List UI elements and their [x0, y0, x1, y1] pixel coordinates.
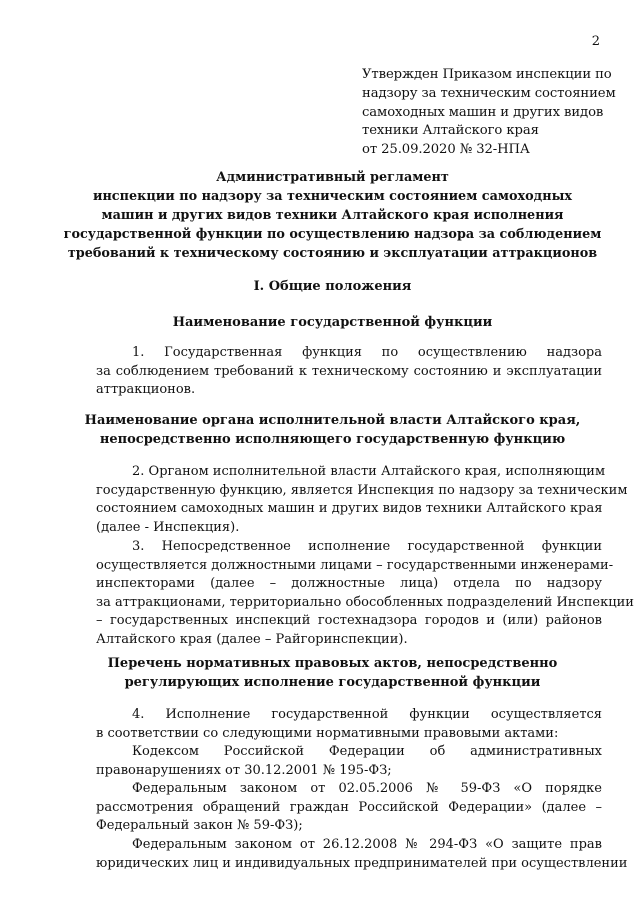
approval-line: Утвержден Приказом инспекции по — [362, 67, 612, 82]
paragraph-line: правонарушениях от 30.12.2001 № 195-ФЗ; — [96, 762, 392, 778]
paragraph-line: Федеральным законом от 26.12.2008 № 294-ФЗ «О защите прав — [132, 837, 602, 852]
paragraph-line: 3. Непосредственное исполнение государственной функции — [132, 539, 602, 554]
paragraph-59fz — [96, 780, 602, 836]
paragraph-line: – государственных инспекций гостехнадзора городов и (или) районов — [96, 613, 602, 629]
approval-line: от 25.09.2020 № 32-НПА — [362, 142, 530, 158]
subsection-heading-text: регулирующих исполнение государственной функции — [124, 675, 541, 690]
paragraph-line: Кодексом Российской Федерации об административных — [132, 744, 602, 759]
paragraph-line: 4. Исполнение государственной функции осуществляется — [132, 707, 602, 722]
subsection-heading-text: Наименование государственной функции — [172, 315, 493, 330]
paragraph-line: за соблюдением требований к техническому состоянию и эксплуатации — [96, 363, 602, 379]
subsection-heading — [60, 313, 605, 332]
paragraph-294fz — [96, 836, 628, 873]
title-line: требований к техническому состоянию и эксплуатации аттракционов — [67, 246, 598, 261]
paragraph-line: рассмотрения обращений граждан Российской Федерации» (далее – — [96, 799, 602, 815]
page-number: 2 — [591, 34, 600, 49]
section-heading-text: I. Общие положения — [253, 279, 412, 294]
paragraph-line: юридических лиц и индивидуальных предпринимателей при осуществлении — [96, 855, 628, 871]
approval-block — [362, 66, 614, 160]
subsection-heading-text: Наименование органа исполнительной власти Алтайского края, — [84, 413, 581, 428]
approval-line: техники Алтайского края — [362, 123, 539, 139]
paragraph-line: аттракционов. — [96, 382, 196, 398]
paragraph-line: за аттракционами, территориально обособленных подразделений Инспекции — [96, 594, 634, 610]
paragraph-line: 1. Государственная функция по осуществлению надзора — [132, 345, 602, 360]
title-line: инспекции по надзору за техническим состоянием самоходных — [92, 189, 573, 204]
title-line: машин и других видов техники Алтайского края исполнения — [101, 208, 564, 223]
paragraph-line: 2. Органом исполнительной власти Алтайского края, исполняющим — [132, 464, 606, 479]
paragraph-line: состоянием самоходных машин и других видов техники Алтайского края — [96, 501, 603, 517]
title-line: государственной функции по осуществлению надзора за соблюдением — [63, 227, 602, 242]
subsection-heading-text: Перечень нормативных правовых актов, непосредственно — [107, 656, 558, 671]
section-heading — [60, 277, 605, 296]
paragraph-line: государственную функцию, является Инспекция по надзору за техническим — [96, 482, 628, 498]
paragraph-4 — [96, 706, 602, 743]
paragraph-line: осуществляется должностными лицами – государственными инженерами- — [96, 557, 614, 573]
paragraph-line: Федеральным законом от 02.05.2006 № 59-ФЗ «О порядке — [132, 781, 602, 796]
paragraph-line: в соответствии со следующими нормативными правовыми актами: — [96, 725, 559, 741]
paragraph-line: Федеральный закон № 59-ФЗ); — [96, 818, 303, 834]
subsection-heading — [60, 654, 605, 692]
paragraph-1 — [96, 344, 602, 400]
paragraph-line: (далее - Инспекция). — [96, 519, 240, 535]
subsection-heading-text: непосредственно исполняющего государственную функцию — [99, 432, 566, 447]
paragraph-2 — [96, 463, 628, 537]
subsection-heading — [60, 411, 605, 449]
paragraph-line: инспекторами (далее – должностные лица) отдела по надзору — [96, 576, 602, 592]
document-title — [60, 168, 605, 263]
paragraph-line: Алтайского края (далее – Райгоринспекции). — [96, 631, 408, 647]
approval-line: надзору за техническим состоянием — [362, 85, 616, 101]
paragraph-3 — [96, 538, 634, 650]
title-line: Административный регламент — [216, 170, 449, 185]
paragraph-koap — [96, 743, 602, 780]
approval-line: самоходных машин и других видов — [362, 104, 604, 120]
